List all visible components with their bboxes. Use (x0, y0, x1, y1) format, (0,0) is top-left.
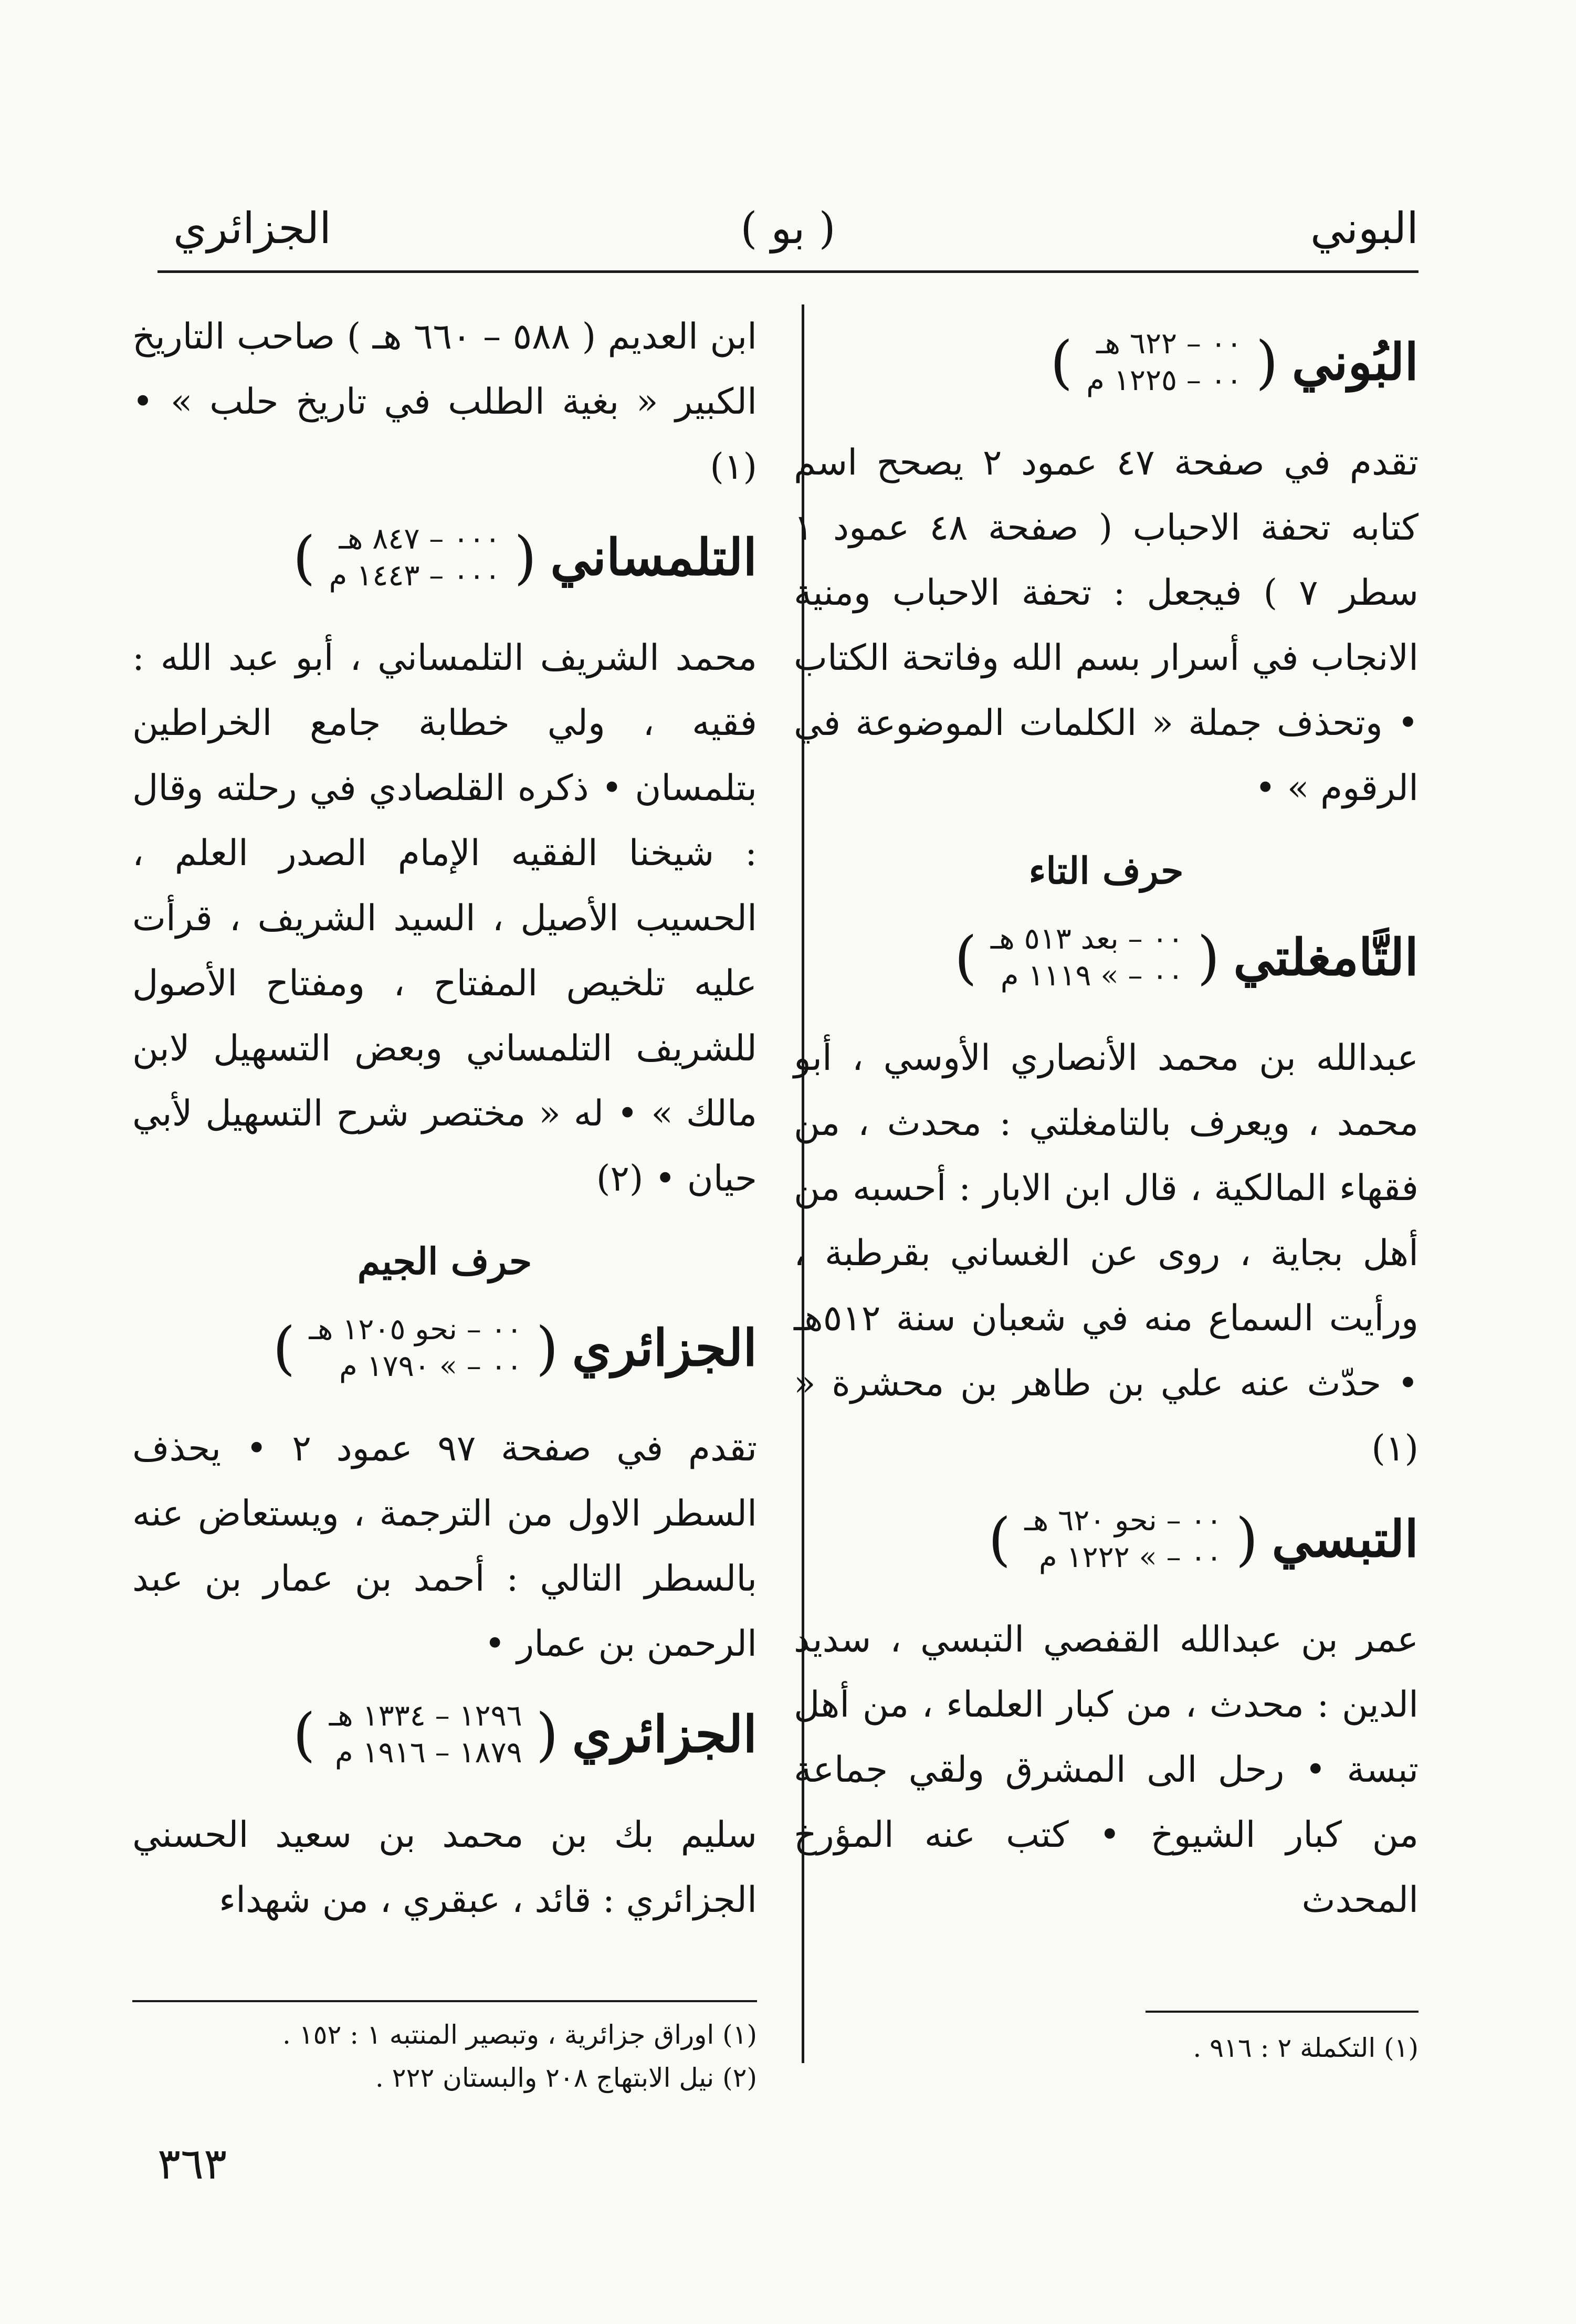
entry-text: عبدالله بن محمد الأنصاري الأوسي ، أبو محمد ، ويعرف بالتامغلتي : محدث ، من فقهاء المالكية ، قال ابن الابار : أحسبه من أهل بجاية ، روى عن الغساني بقرطبة ، ورأيت السماع منه في شعبان سنة ٥١٢هـ • حدّث عنه علي بن طاهر بن محشرة « (١) (794, 1037, 1419, 1469)
entry-name: الجزائري (572, 1705, 757, 1764)
footnote-rule-left (132, 2000, 757, 2002)
paren-close: ) (954, 924, 977, 991)
entry-text: تقدم في صفحة ٩٧ عمود ٢ • يحذف السطر الاول من الترجمة ، ويستعاض عنه بالسطر التالي : أحمد بن عمار بن عبد الرحمن بن عمار • (132, 1428, 758, 1665)
hijri-dates: ٠٠ – بعد ٥١٣ هـ (990, 922, 1184, 956)
footnote-rule-right (1146, 2011, 1419, 2013)
section-heading: حرف التاء (1028, 849, 1184, 892)
entry-text: سليم بك بن محمد بن سعيد الحسني الجزائري : قائد ، عبقري ، من شهداء (132, 1814, 757, 1921)
entry-heading-aljazairi-2 (132, 1698, 757, 1771)
right-column (794, 304, 1419, 1933)
entry-dates (1086, 325, 1242, 399)
paren-close: ) (292, 524, 316, 591)
hijri-dates: ٠٠ – نحو ١٢٠٥ هـ (309, 1312, 522, 1347)
paren-open: ( (1235, 1506, 1258, 1573)
gregorian-dates: ١٨٧٩ – ١٩١٦ م (335, 1736, 522, 1770)
gregorian-dates: ٠٠ – » ١٧٩٠ م (339, 1349, 522, 1383)
page-number: ٣٦٣ (157, 2139, 227, 2189)
hijri-dates: ٠٠ – نحو ٦٢٠ هـ (1024, 1503, 1222, 1538)
entry-dates (329, 521, 501, 594)
paren-open: ( (535, 1701, 559, 1768)
entry-name: التلمساني (550, 528, 757, 587)
hijri-dates: ١٢٩٦ – ١٣٣٤ هـ (329, 1699, 522, 1733)
hijri-dates: ٠٠٠ – ٨٤٧ هـ (339, 522, 501, 556)
entry-text: تقدم في صفحة ٤٧ عمود ٢ يصحح اسم كتابه تحفة الاحباب ( صفحة ٤٨ عمود ١ سطر ٧ ) فيجعل : تحفة الاحباب ومنية الانجاب في أسرار بسم الله وفاتحة الكتاب • وتحذف جملة « الكلمات الموضوعة في الرقوم » • (794, 442, 1419, 809)
paren-close: ) (1050, 329, 1073, 396)
paren-close: ) (292, 1701, 316, 1768)
paren-open: ( (535, 1315, 559, 1382)
entry-heading-albuni (794, 325, 1419, 399)
gregorian-dates: ٠٠٠ – ١٤٤٣ م (329, 559, 501, 593)
running-header-center: ( بو ) (740, 204, 836, 254)
footnote: (١) التكملة ٢ : ٩١٦ . (1193, 2033, 1419, 2063)
footnotes-right (794, 2026, 1419, 2069)
footnote: (٢) نيل الابتهاج ٢٠٨ والبستان ٢٢٢ . (375, 2063, 757, 2093)
entry-heading-altabsi (794, 1502, 1419, 1576)
gregorian-dates: ٠٠ – » ١١١٩ م (1000, 959, 1184, 993)
paren-close: ) (988, 1506, 1011, 1573)
gregorian-dates: ٠٠ – ١٢٢٥ م (1086, 363, 1242, 397)
footnotes-left (132, 2013, 757, 2099)
section-heading: حرف الجيم (357, 1239, 532, 1283)
entry-name: البُوني (1291, 332, 1419, 392)
entry-text-continued: ابن العديم ( ٥٨٨ – ٦٦٠ هـ ) صاحب التاريخ الكبير « بغية الطلب في تاريخ حلب » • (١) (132, 316, 758, 488)
footnote: (١) اوراق جزائرية ، وتبصير المنتبه ١ : ١٥٢ . (282, 2020, 757, 2050)
entry-dates (309, 1311, 522, 1385)
running-header-right: البوني (1310, 204, 1419, 254)
entry-dates (329, 1698, 522, 1771)
entry-heading-altamghalti (794, 921, 1419, 994)
gregorian-dates: ٠٠ – » ١٢٢٢ م (1038, 1540, 1222, 1574)
paren-close: ) (272, 1315, 296, 1382)
paren-open: ( (514, 524, 537, 591)
entry-name: الجزائري (572, 1318, 757, 1378)
entry-dates (1024, 1502, 1222, 1576)
entry-heading-altilimsani (132, 521, 757, 594)
running-header-left: الجزائري (173, 204, 331, 254)
paren-open: ( (1197, 924, 1220, 991)
hijri-dates: ٠٠ – ٦٢٢ هـ (1096, 327, 1242, 361)
entry-text: عمر بن عبدالله القفصي التبسي ، سديد الدين : محدث ، من كبار العلماء ، من أهل تبسة • رحل الى المشرق ولقي جماعة من كبار الشيوخ • كتب عنه المؤرخ المحدث (794, 1619, 1419, 1921)
entry-heading-aljazairi-1 (132, 1311, 757, 1385)
paren-open: ( (1255, 329, 1278, 396)
left-column (132, 304, 757, 1933)
entry-dates (991, 921, 1184, 994)
entry-name: التبسي (1272, 1509, 1419, 1569)
entry-text: محمد الشريف التلمساني ، أبو عبد الله : فقيه ، ولي خطابة جامع الخراطين بتلمسان • ذكره القلصادي في رحلته وقال : شيخنا الفقيه الإمام الصدر العلم ، الحسيب الأصيل ، السيد الشريف ، قرأت عليه تلخيص المفتاح ، ومفتاح الأصول للشريف التلمساني وبعض التسهيل لابن مالك » • له « مختصر شرح التسهيل لأبي حيان • (٢) (132, 637, 757, 1200)
header-rule (157, 270, 1419, 273)
entry-name: التَّامغلتي (1233, 928, 1419, 987)
